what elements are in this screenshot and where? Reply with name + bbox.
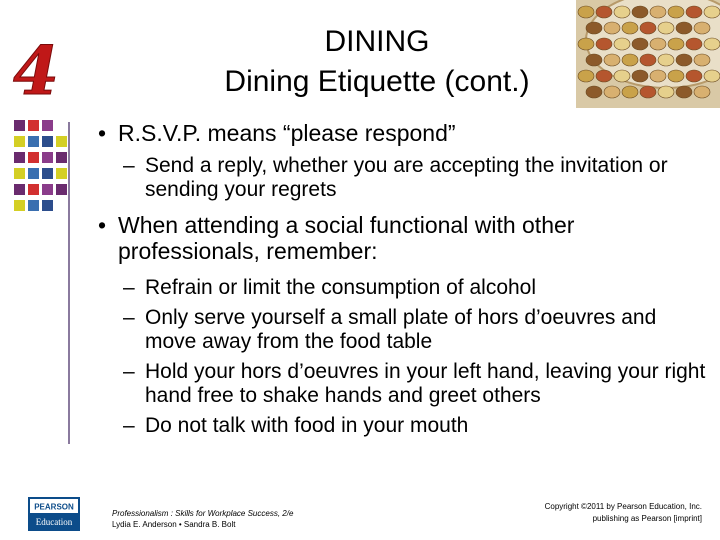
canape-shape bbox=[614, 6, 630, 18]
decorative-square bbox=[28, 184, 39, 195]
canape-shape bbox=[658, 86, 674, 98]
canape-shape bbox=[640, 54, 656, 66]
canape-shape bbox=[640, 22, 656, 34]
canape-shape bbox=[578, 38, 594, 50]
sub-bullet-item bbox=[90, 154, 710, 202]
sub-bullet-item bbox=[90, 306, 710, 354]
canape-shape bbox=[658, 54, 674, 66]
canape-shape bbox=[650, 38, 666, 50]
decorative-square bbox=[14, 200, 25, 211]
decorative-square bbox=[42, 120, 53, 131]
sub-bullet-text: Do not talk with food in your mouth bbox=[145, 414, 469, 437]
bullet-item bbox=[90, 120, 710, 146]
sub-bullet-marker: – bbox=[123, 414, 135, 437]
decorative-square bbox=[28, 200, 39, 211]
canape-shape bbox=[650, 70, 666, 82]
sub-bullet-text: Refrain or limit the consumption of alcohol bbox=[145, 276, 537, 299]
chapter-number: 4 bbox=[13, 38, 59, 100]
canape-shape bbox=[694, 22, 710, 34]
canape-shape bbox=[596, 70, 612, 82]
canape-shape bbox=[650, 6, 666, 18]
canape-shape bbox=[622, 54, 638, 66]
decorative-square bbox=[28, 120, 39, 131]
sub-bullet-text: Send a reply, whether you are accepting the invitation or sending your regrets bbox=[145, 154, 668, 201]
canape-shape bbox=[704, 6, 720, 18]
decorative-square bbox=[42, 152, 53, 163]
sub-bullet-marker: – bbox=[123, 306, 135, 329]
decorative-square bbox=[14, 136, 25, 147]
footer-copyright bbox=[442, 501, 702, 525]
canape-shape bbox=[686, 6, 702, 18]
decorative-square bbox=[56, 136, 67, 147]
canape-shape bbox=[596, 6, 612, 18]
canape-shape bbox=[632, 38, 648, 50]
logo-top-text: PEARSON bbox=[34, 502, 74, 512]
decorative-square bbox=[14, 120, 25, 131]
decorative-square bbox=[14, 152, 25, 163]
decorative-square bbox=[56, 184, 67, 195]
canape-shape bbox=[614, 38, 630, 50]
logo-bottom-text: Education bbox=[35, 517, 73, 527]
slide-title bbox=[150, 22, 604, 102]
decorative-square bbox=[56, 168, 67, 179]
canape-shape bbox=[640, 86, 656, 98]
canape-shape bbox=[614, 70, 630, 82]
decorative-square bbox=[42, 200, 53, 211]
footer-book-info bbox=[112, 508, 293, 530]
decorative-square bbox=[42, 136, 53, 147]
canape-shape bbox=[578, 6, 594, 18]
canape-shape bbox=[704, 70, 720, 82]
sub-bullet-item bbox=[90, 414, 710, 438]
canape-shape bbox=[632, 70, 648, 82]
canape-shape bbox=[622, 86, 638, 98]
sub-bullet-marker: – bbox=[123, 154, 135, 177]
canape-shape bbox=[586, 22, 602, 34]
decorative-square bbox=[28, 152, 39, 163]
canape-shape bbox=[668, 38, 684, 50]
canape-shape bbox=[604, 86, 620, 98]
decorative-square bbox=[14, 184, 25, 195]
sub-bullet-marker: – bbox=[123, 360, 135, 383]
canape-shape bbox=[586, 86, 602, 98]
decorative-square bbox=[42, 168, 53, 179]
canape-shape bbox=[596, 38, 612, 50]
sub-bullet-text: Only serve yourself a small plate of hors d’oeuvres and move away from the food table bbox=[145, 306, 657, 353]
canape-shape bbox=[586, 54, 602, 66]
sub-bullet-item bbox=[90, 276, 710, 300]
bullet-marker: • bbox=[98, 212, 107, 238]
slide-content bbox=[90, 120, 710, 444]
pearson-logo bbox=[28, 497, 80, 531]
canape-shape bbox=[686, 70, 702, 82]
canape-shape bbox=[578, 70, 594, 82]
canape-shape bbox=[694, 86, 710, 98]
footer-copyright-line-2: publishing as Pearson [imprint] bbox=[592, 514, 702, 523]
canape-shape bbox=[676, 54, 692, 66]
canape-shape bbox=[676, 86, 692, 98]
canape-shape bbox=[604, 54, 620, 66]
canape-shape bbox=[704, 38, 720, 50]
sub-bullet-marker: – bbox=[123, 276, 135, 299]
footer-book-title: Professionalism : Skills for Workplace Success, 2/e bbox=[112, 509, 294, 518]
bullet-marker: • bbox=[98, 120, 107, 146]
canape-shape bbox=[622, 22, 638, 34]
title-line-1: DINING bbox=[324, 25, 430, 58]
decorative-square bbox=[28, 136, 39, 147]
sub-bullet-item bbox=[90, 360, 710, 408]
canape-shape bbox=[668, 6, 684, 18]
decorative-square bbox=[28, 168, 39, 179]
vertical-divider bbox=[68, 122, 70, 444]
decorative-square bbox=[42, 184, 53, 195]
title-line-2: Dining Etiquette (cont.) bbox=[224, 65, 530, 98]
decorative-square bbox=[14, 168, 25, 179]
canape-shape bbox=[668, 70, 684, 82]
bullet-item bbox=[90, 212, 710, 264]
bullet-text: R.S.V.P. means “please respond” bbox=[118, 120, 456, 146]
canape-shape bbox=[676, 22, 692, 34]
canape-shape bbox=[686, 38, 702, 50]
canape-shape bbox=[632, 6, 648, 18]
canape-shape bbox=[658, 22, 674, 34]
chapter-number-graphic bbox=[8, 38, 64, 100]
sub-bullet-text: Hold your hors d’oeuvres in your left hand, leaving your right hand free to shake hands and greet others bbox=[145, 360, 706, 407]
canape-shape bbox=[694, 54, 710, 66]
canape-shape bbox=[604, 22, 620, 34]
footer-authors: Lydia E. Anderson • Sandra B. Bolt bbox=[112, 520, 236, 529]
decorative-square bbox=[56, 152, 67, 163]
bullet-text: When attending a social functional with other professionals, remember: bbox=[118, 212, 575, 264]
footer-copyright-line-1: Copyright ©2011 by Pearson Education, Inc. bbox=[544, 502, 702, 511]
hors-doeuvres-photo bbox=[576, 0, 720, 108]
